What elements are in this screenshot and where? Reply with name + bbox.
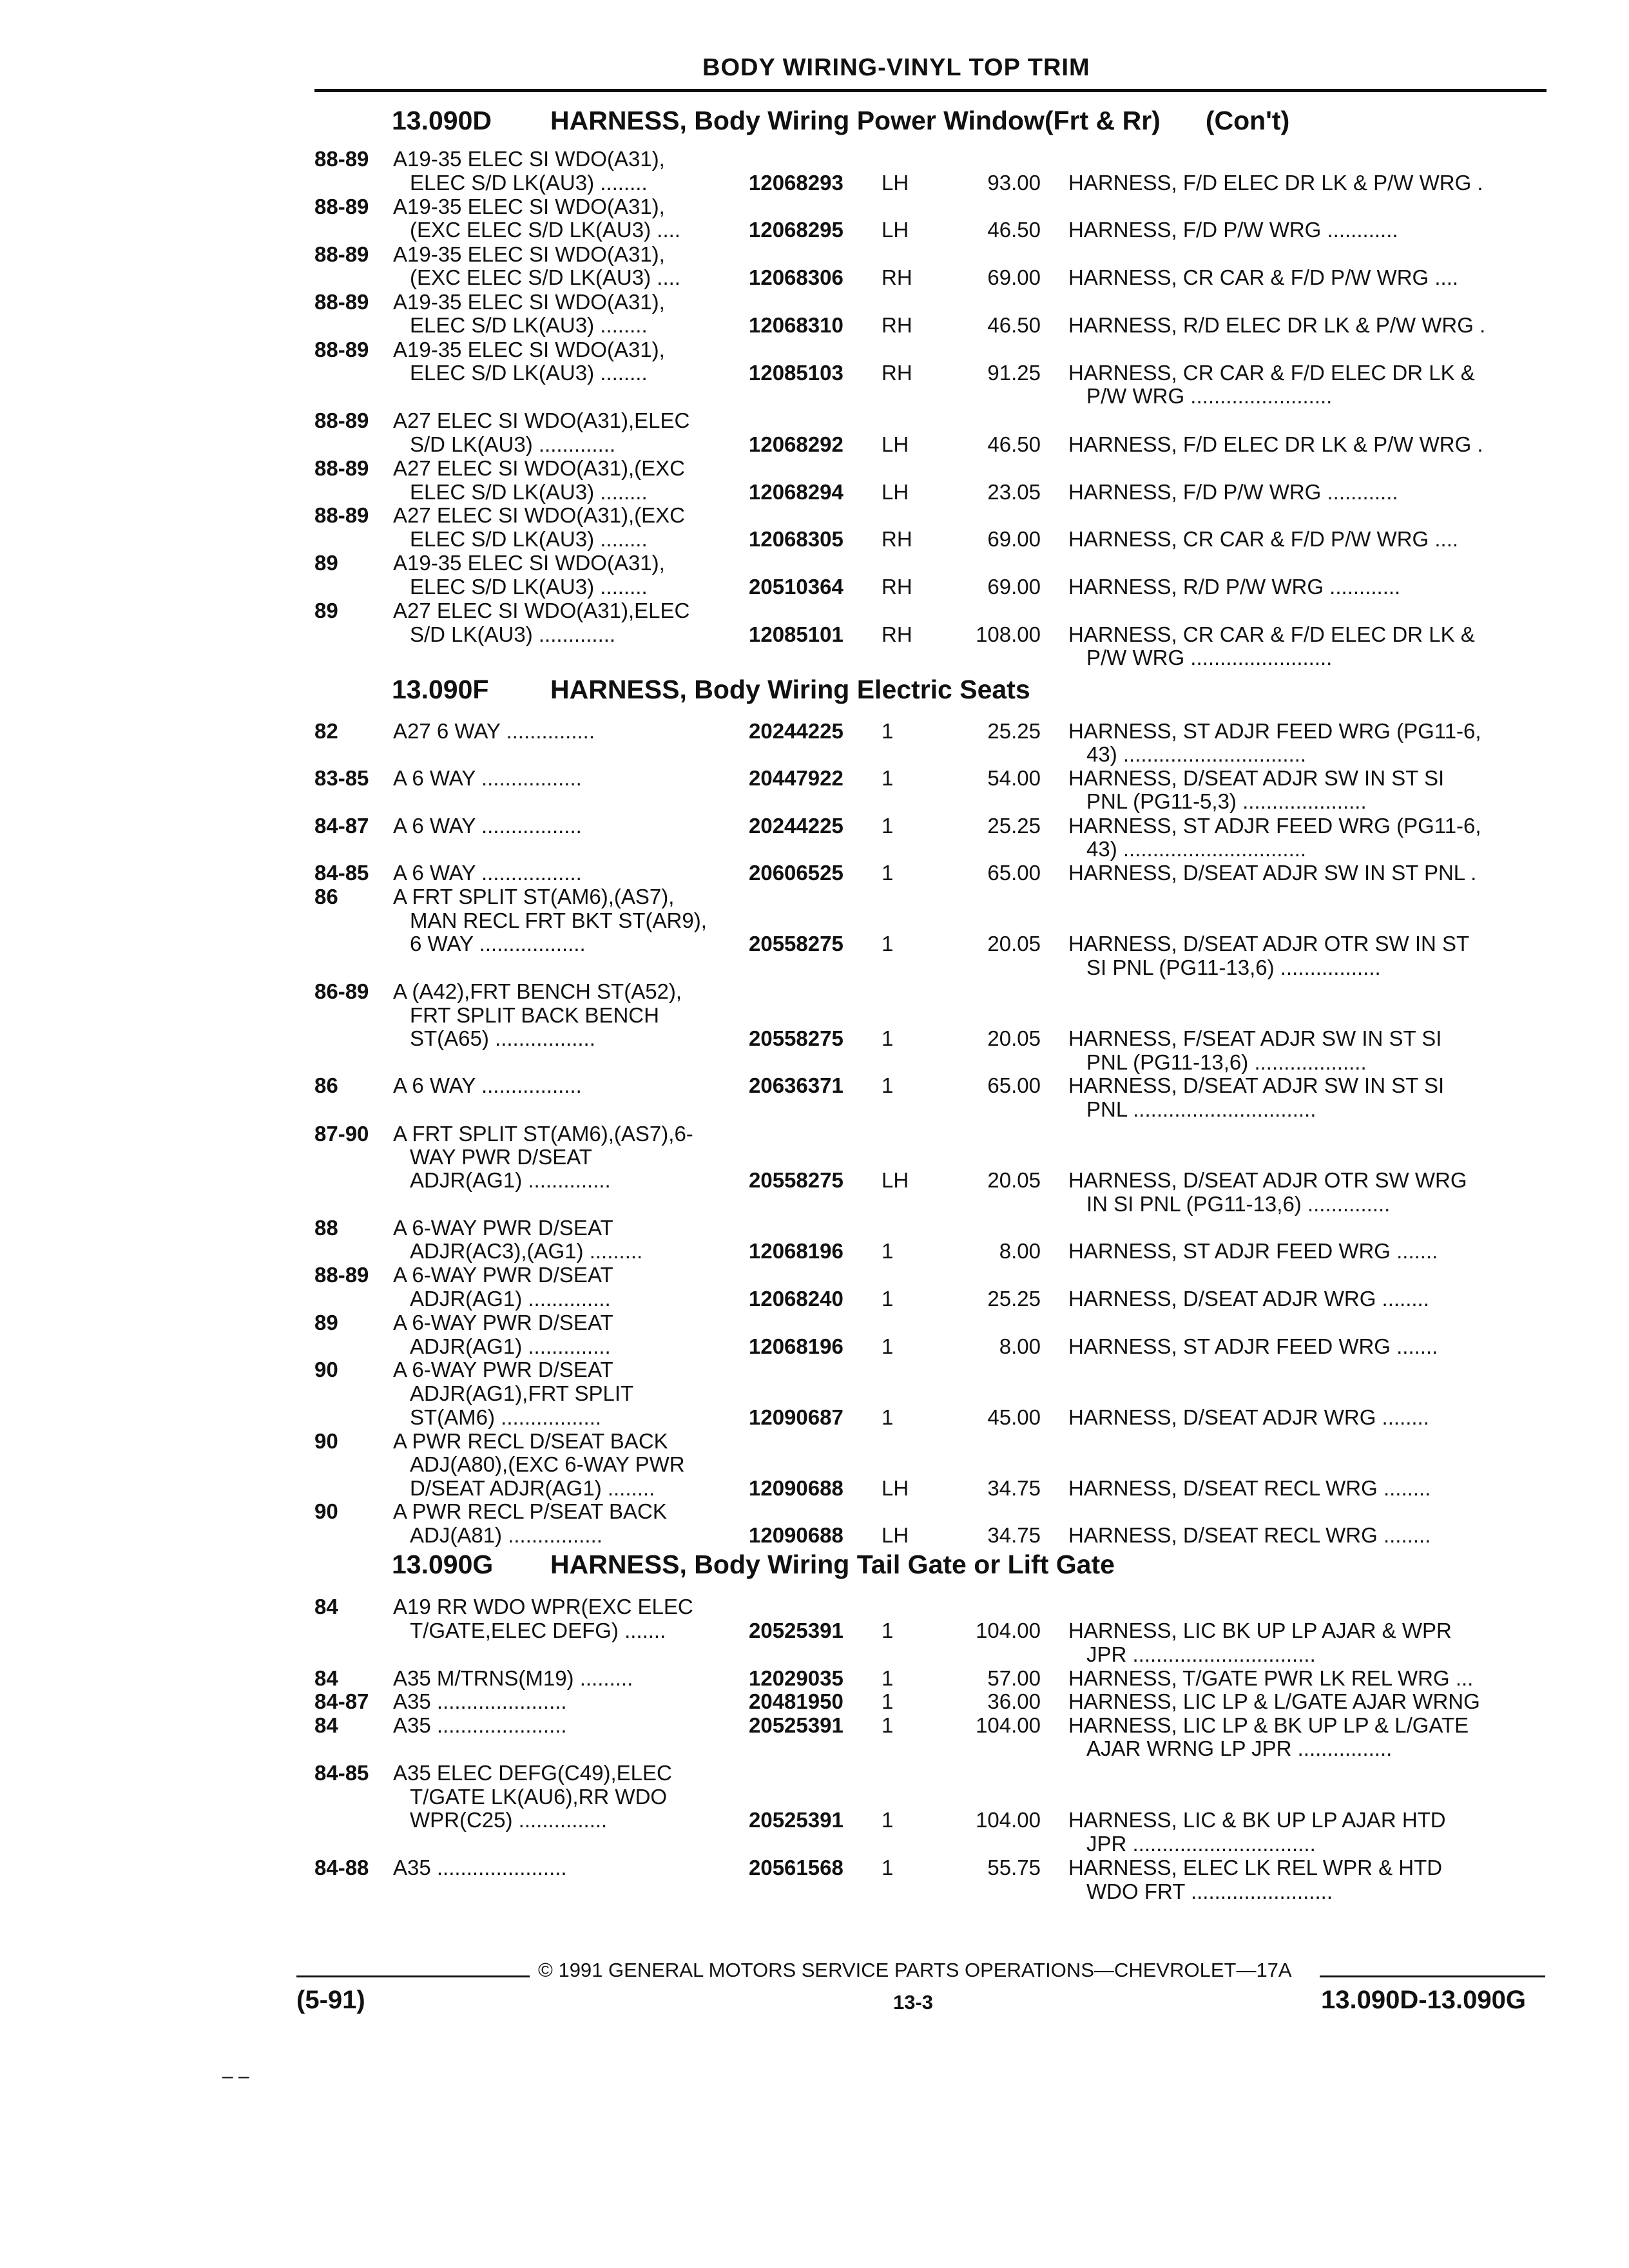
list-price: 57.00: [987, 1666, 1041, 1690]
description-continuation: 43) ...............................: [1086, 837, 1307, 861]
part-number: 12090688: [749, 1523, 843, 1547]
application-continuation: T/GATE,ELEC DEFG) .......: [410, 1619, 666, 1642]
application-text: A 6 WAY .................: [393, 766, 582, 790]
part-description: HARNESS, D/SEAT RECL WRG ........: [1068, 1476, 1431, 1500]
application-continuation: ADJR(AG1) ..............: [410, 1334, 611, 1358]
application-continuation: ST(A65) .................: [410, 1026, 595, 1050]
application-text: A 6 WAY .................: [393, 861, 582, 885]
quantity: 1: [882, 932, 894, 956]
application-continuation: FRT SPLIT BACK BENCH: [410, 1003, 659, 1027]
application-text: A27 ELEC SI WDO(A31),(EXC: [393, 503, 685, 527]
application-text: A PWR RECL P/SEAT BACK: [393, 1499, 667, 1523]
footer-rule-left: [296, 1975, 530, 1977]
application-text: A 6-WAY PWR D/SEAT: [393, 1216, 613, 1240]
application-continuation: WPR(C25) ...............: [410, 1808, 608, 1832]
quantity: 1: [882, 861, 894, 885]
part-number: 20636371: [749, 1073, 843, 1097]
part-number: 12085101: [749, 622, 843, 646]
part-description: HARNESS, T/GATE PWR LK REL WRG ...: [1068, 1666, 1474, 1690]
quantity: 1: [882, 1026, 894, 1050]
quantity: 1: [882, 1666, 894, 1690]
application-text: A19-35 ELEC SI WDO(A31),: [393, 195, 665, 218]
application-text: A35 ......................: [393, 1713, 567, 1737]
list-price: 45.00: [987, 1405, 1041, 1429]
application-text: A19 RR WDO WPR(EXC ELEC: [393, 1595, 693, 1619]
quantity: 1: [882, 766, 894, 790]
application-text: A 6 WAY .................: [393, 1073, 582, 1097]
model-year: 90: [314, 1429, 338, 1453]
part-number: 20525391: [749, 1713, 843, 1737]
application-continuation: ST(AM6) .................: [410, 1405, 602, 1429]
model-year: 88-89: [314, 503, 369, 527]
part-number: 12068294: [749, 480, 843, 504]
part-description: HARNESS, D/SEAT ADJR OTR SW WRG: [1068, 1168, 1467, 1192]
description-continuation: 43) ...............................: [1086, 742, 1307, 766]
list-price: 108.00: [976, 622, 1041, 646]
quantity: 1: [882, 1689, 894, 1713]
list-price: 54.00: [987, 766, 1041, 790]
quantity: 1: [882, 1405, 894, 1429]
application-continuation: ADJR(AG1),FRT SPLIT: [410, 1381, 634, 1405]
quantity: RH: [882, 575, 912, 599]
model-year: 88-89: [314, 290, 369, 314]
part-description: HARNESS, F/D P/W WRG ............: [1068, 218, 1398, 242]
application-text: A PWR RECL D/SEAT BACK: [393, 1429, 668, 1453]
application-continuation: ELEC S/D LK(AU3) ........: [410, 527, 648, 551]
quantity: LH: [882, 1523, 909, 1547]
part-description: HARNESS, F/D ELEC DR LK & P/W WRG .: [1068, 171, 1483, 195]
application-text: A27 ELEC SI WDO(A31),ELEC: [393, 408, 690, 432]
part-number: 12068295: [749, 218, 843, 242]
application-text: A27 ELEC SI WDO(A31),(EXC: [393, 456, 685, 480]
model-year: 90: [314, 1499, 338, 1523]
list-price: 65.00: [987, 1073, 1041, 1097]
application-continuation: ELEC S/D LK(AU3) ........: [410, 575, 648, 599]
model-year: 86-89: [314, 979, 369, 1003]
application-text: A 6-WAY PWR D/SEAT: [393, 1263, 613, 1287]
part-description: HARNESS, LIC BK UP LP AJAR & WPR: [1068, 1619, 1452, 1642]
description-continuation: SI PNL (PG11-13,6) .................: [1086, 956, 1381, 979]
list-price: 25.25: [987, 814, 1041, 838]
list-price: 46.50: [987, 432, 1041, 456]
application-text: A (A42),FRT BENCH ST(A52),: [393, 979, 682, 1003]
list-price: 91.25: [987, 361, 1041, 385]
quantity: RH: [882, 265, 912, 289]
list-price: 69.00: [987, 575, 1041, 599]
application-continuation: ADJR(AC3),(AG1) .........: [410, 1239, 643, 1263]
model-year: 82: [314, 719, 338, 743]
part-number: 12068240: [749, 1287, 843, 1311]
application-text: A27 ELEC SI WDO(A31),ELEC: [393, 599, 690, 622]
part-description: HARNESS, LIC & BK UP LP AJAR HTD: [1068, 1808, 1446, 1832]
description-continuation: PNL (PG11-5,3) .....................: [1086, 789, 1367, 813]
application-text: A35 ......................: [393, 1689, 567, 1713]
application-text: A19-35 ELEC SI WDO(A31),: [393, 290, 665, 314]
description-continuation: PNL ...............................: [1086, 1097, 1316, 1121]
list-price: 104.00: [976, 1808, 1041, 1832]
model-year: 89: [314, 551, 338, 575]
model-year: 88-89: [314, 456, 369, 480]
part-number: 20606525: [749, 861, 843, 885]
application-continuation: S/D LK(AU3) .............: [410, 432, 616, 456]
model-year: 84-87: [314, 814, 369, 838]
model-year: 84-85: [314, 1761, 369, 1785]
application-continuation: ADJR(AG1) ..............: [410, 1168, 611, 1192]
description-continuation: P/W WRG ........................: [1086, 384, 1333, 408]
application-text: A 6-WAY PWR D/SEAT: [393, 1358, 613, 1381]
description-continuation: AJAR WRNG LP JPR ................: [1086, 1736, 1393, 1760]
application-text: A FRT SPLIT ST(AM6),(AS7),6-: [393, 1122, 693, 1146]
model-year: 88: [314, 1216, 338, 1240]
section-title: HARNESS, Body Wiring Tail Gate or Lift Gate: [550, 1550, 1115, 1579]
page-margin-mark: – –: [222, 2066, 249, 2087]
model-year: 86: [314, 885, 338, 908]
list-price: 69.00: [987, 527, 1041, 551]
application-continuation: S/D LK(AU3) .............: [410, 622, 616, 646]
application-text: A35 M/TRNS(M19) .........: [393, 1666, 633, 1690]
part-number: 12068196: [749, 1239, 843, 1263]
list-price: 34.75: [987, 1476, 1041, 1500]
page-header-title: BODY WIRING-VINYL TOP TRIM: [702, 54, 1090, 81]
model-year: 84-88: [314, 1856, 369, 1879]
footer-rule-right: [1320, 1975, 1545, 1977]
application-continuation: T/GATE LK(AU6),RR WDO: [410, 1785, 668, 1809]
section-code: 13.090G: [392, 1550, 494, 1579]
quantity: 1: [882, 1287, 894, 1311]
application-continuation: (EXC ELEC S/D LK(AU3) ....: [410, 265, 680, 289]
quantity: RH: [882, 622, 912, 646]
list-price: 104.00: [976, 1619, 1041, 1642]
model-year: 88-89: [314, 1263, 369, 1287]
quantity: LH: [882, 171, 909, 195]
application-text: A 6 WAY .................: [393, 814, 582, 838]
part-description: HARNESS, D/SEAT ADJR WRG ........: [1068, 1287, 1429, 1311]
description-continuation: PNL (PG11-13,6) ...................: [1086, 1050, 1367, 1074]
application-continuation: ADJ(A81) ................: [410, 1523, 602, 1547]
quantity: RH: [882, 361, 912, 385]
part-description: HARNESS, D/SEAT ADJR OTR SW IN ST: [1068, 932, 1470, 956]
quantity: 1: [882, 814, 894, 838]
model-year: 89: [314, 1311, 338, 1334]
part-number: 12068292: [749, 432, 843, 456]
list-price: 46.50: [987, 218, 1041, 242]
part-description: HARNESS, LIC LP & L/GATE AJAR WRNG: [1068, 1689, 1480, 1713]
list-price: 8.00: [999, 1239, 1041, 1263]
list-price: 23.05: [987, 480, 1041, 504]
part-description: HARNESS, CR CAR & F/D P/W WRG ....: [1068, 527, 1459, 551]
list-price: 25.25: [987, 719, 1041, 743]
section-code: 13.090F: [392, 675, 489, 704]
part-description: HARNESS, ST ADJR FEED WRG .......: [1068, 1239, 1438, 1263]
model-year: 88-89: [314, 147, 369, 171]
description-continuation: WDO FRT ........................: [1086, 1879, 1333, 1903]
part-description: HARNESS, D/SEAT RECL WRG ........: [1068, 1523, 1431, 1547]
application-text: A19-35 ELEC SI WDO(A31),: [393, 338, 665, 361]
part-description: HARNESS, LIC LP & BK UP LP & L/GATE: [1068, 1713, 1469, 1737]
list-price: 8.00: [999, 1334, 1041, 1358]
part-number: 20561568: [749, 1856, 843, 1879]
application-text: A19-35 ELEC SI WDO(A31),: [393, 147, 665, 171]
application-continuation: ELEC S/D LK(AU3) ........: [410, 313, 648, 337]
application-continuation: (EXC ELEC S/D LK(AU3) ....: [410, 218, 680, 242]
footer-section-range: 13.090D-13.090G: [1321, 1986, 1527, 2014]
list-price: 25.25: [987, 1287, 1041, 1311]
part-number: 20510364: [749, 575, 843, 599]
application-text: A 6-WAY PWR D/SEAT: [393, 1311, 613, 1334]
quantity: LH: [882, 1168, 909, 1192]
application-text: A19-35 ELEC SI WDO(A31),: [393, 551, 665, 575]
part-description: HARNESS, ST ADJR FEED WRG .......: [1068, 1334, 1438, 1358]
part-description: HARNESS, ST ADJR FEED WRG (PG11-6,: [1068, 814, 1481, 838]
model-year: 83-85: [314, 766, 369, 790]
section-heading-13-090g: [392, 1550, 1115, 1580]
model-year: 88-89: [314, 338, 369, 361]
section-continued: (Con't): [1205, 106, 1290, 135]
model-year: 84-87: [314, 1689, 369, 1713]
section-title: HARNESS, Body Wiring Power Window(Frt & Rr): [550, 106, 1161, 135]
model-year: 88-89: [314, 242, 369, 266]
model-year: 84-85: [314, 861, 369, 885]
part-description: HARNESS, CR CAR & F/D ELEC DR LK &: [1068, 361, 1475, 385]
application-text: A35 ELEC DEFG(C49),ELEC: [393, 1761, 672, 1785]
model-year: 90: [314, 1358, 338, 1381]
part-number: 12085103: [749, 361, 843, 385]
quantity: LH: [882, 218, 909, 242]
part-number: 20558275: [749, 1168, 843, 1192]
part-number: 12090688: [749, 1476, 843, 1500]
model-year: 84: [314, 1713, 338, 1737]
application-continuation: WAY PWR D/SEAT: [410, 1145, 592, 1169]
model-year: 84: [314, 1666, 338, 1690]
application-text: A FRT SPLIT ST(AM6),(AS7),: [393, 885, 675, 908]
part-description: HARNESS, D/SEAT ADJR SW IN ST SI: [1068, 1073, 1445, 1097]
model-year: 88-89: [314, 408, 369, 432]
part-description: HARNESS, CR CAR & F/D P/W WRG ....: [1068, 265, 1459, 289]
section-title: HARNESS, Body Wiring Electric Seats: [550, 675, 1030, 704]
part-number: 12090687: [749, 1405, 843, 1429]
list-price: 104.00: [976, 1713, 1041, 1737]
part-number: 20558275: [749, 932, 843, 956]
list-price: 20.05: [987, 1026, 1041, 1050]
quantity: 1: [882, 1713, 894, 1737]
footer-copyright: © 1991 GENERAL MOTORS SERVICE PARTS OPERATIONS—CHEVROLET—17A: [538, 1959, 1292, 1981]
part-number: 12068293: [749, 171, 843, 195]
part-description: HARNESS, D/SEAT ADJR SW IN ST PNL .: [1068, 861, 1477, 885]
part-number: 20558275: [749, 1026, 843, 1050]
application-text: A27 6 WAY ...............: [393, 719, 595, 743]
list-price: 20.05: [987, 932, 1041, 956]
quantity: 1: [882, 1808, 894, 1832]
part-number: 20244225: [749, 719, 843, 743]
list-price: 20.05: [987, 1168, 1041, 1192]
part-description: HARNESS, F/D P/W WRG ............: [1068, 480, 1398, 504]
description-continuation: IN SI PNL (PG11-13,6) ..............: [1086, 1192, 1391, 1216]
quantity: 1: [882, 1334, 894, 1358]
model-year: 84: [314, 1595, 338, 1619]
part-number: 20447922: [749, 766, 843, 790]
list-price: 36.00: [987, 1689, 1041, 1713]
application-text: A19-35 ELEC SI WDO(A31),: [393, 242, 665, 266]
application-continuation: ELEC S/D LK(AU3) ........: [410, 480, 648, 504]
section-code: 13.090D: [392, 106, 492, 135]
application-continuation: ADJR(AG1) ..............: [410, 1287, 611, 1311]
part-number: 20244225: [749, 814, 843, 838]
part-number: 12068305: [749, 527, 843, 551]
list-price: 55.75: [987, 1856, 1041, 1879]
application-continuation: ELEC S/D LK(AU3) ........: [410, 361, 648, 385]
part-description: HARNESS, F/D ELEC DR LK & P/W WRG .: [1068, 432, 1483, 456]
application-continuation: MAN RECL FRT BKT ST(AR9),: [410, 908, 707, 932]
application-continuation: 6 WAY ..................: [410, 932, 586, 956]
part-description: HARNESS, R/D P/W WRG ............: [1068, 575, 1401, 599]
quantity: RH: [882, 527, 912, 551]
part-number: 12068306: [749, 265, 843, 289]
part-number: 20525391: [749, 1619, 843, 1642]
part-number: 12068196: [749, 1334, 843, 1358]
quantity: 1: [882, 1239, 894, 1263]
model-year: 88-89: [314, 195, 369, 218]
quantity: LH: [882, 1476, 909, 1500]
section-heading-13-090d: [392, 106, 1289, 136]
footer-page-number: 13-3: [893, 1991, 934, 2013]
part-description: HARNESS, D/SEAT ADJR WRG ........: [1068, 1405, 1429, 1429]
quantity: RH: [882, 313, 912, 337]
description-continuation: JPR ...............................: [1086, 1832, 1316, 1856]
list-price: 34.75: [987, 1523, 1041, 1547]
part-number: 12068310: [749, 313, 843, 337]
part-number: 20481950: [749, 1689, 843, 1713]
description-continuation: JPR ...............................: [1086, 1642, 1316, 1666]
model-year: 86: [314, 1073, 338, 1097]
model-year: 87-90: [314, 1122, 369, 1146]
model-year: 89: [314, 599, 338, 622]
part-description: HARNESS, ST ADJR FEED WRG (PG11-6,: [1068, 719, 1481, 743]
part-number: 20525391: [749, 1808, 843, 1832]
quantity: LH: [882, 432, 909, 456]
list-price: 46.50: [987, 313, 1041, 337]
list-price: 65.00: [987, 861, 1041, 885]
part-number: 12029035: [749, 1666, 843, 1690]
header-rule: [314, 89, 1547, 92]
part-description: HARNESS, CR CAR & F/D ELEC DR LK &: [1068, 622, 1475, 646]
part-description: HARNESS, R/D ELEC DR LK & P/W WRG .: [1068, 313, 1486, 337]
application-text: A35 ......................: [393, 1856, 567, 1879]
quantity: 1: [882, 719, 894, 743]
part-description: HARNESS, F/SEAT ADJR SW IN ST SI: [1068, 1026, 1442, 1050]
quantity: 1: [882, 1073, 894, 1097]
section-heading-13-090f: [392, 675, 1030, 705]
list-price: 69.00: [987, 265, 1041, 289]
description-continuation: P/W WRG ........................: [1086, 646, 1333, 669]
application-continuation: ADJ(A80),(EXC 6-WAY PWR: [410, 1452, 685, 1476]
part-description: HARNESS, D/SEAT ADJR SW IN ST SI: [1068, 766, 1445, 790]
part-description: HARNESS, ELEC LK REL WPR & HTD: [1068, 1856, 1443, 1879]
list-price: 93.00: [987, 171, 1041, 195]
application-continuation: D/SEAT ADJR(AG1) ........: [410, 1476, 655, 1500]
quantity: 1: [882, 1619, 894, 1642]
quantity: 1: [882, 1856, 894, 1879]
footer-date: (5-91): [296, 1986, 365, 2014]
quantity: LH: [882, 480, 909, 504]
application-continuation: ELEC S/D LK(AU3) ........: [410, 171, 648, 195]
